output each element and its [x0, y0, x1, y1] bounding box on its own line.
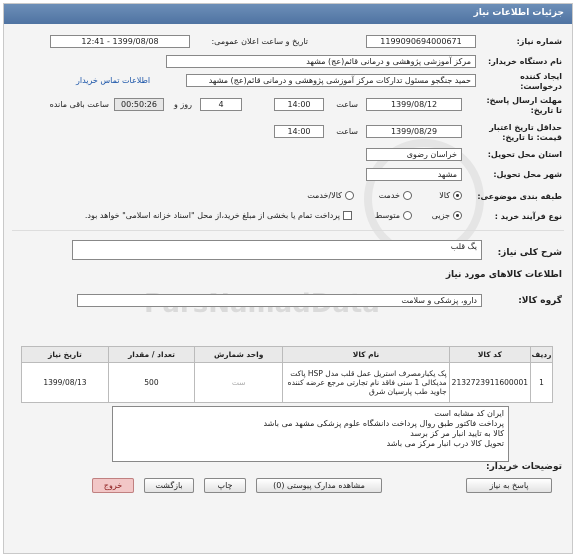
reply-time-label: ساعت — [336, 100, 358, 109]
col-qty: تعداد / مقدار — [108, 347, 194, 363]
category-option-goods[interactable]: کالا — [439, 191, 462, 200]
cell-code: 2132723911600001 — [449, 363, 530, 403]
radio-icon — [345, 191, 354, 200]
summary-field: یگ قلب — [72, 240, 482, 260]
buyer-name-field: مرکز آموزشی پژوهشی و درمانی قائم(عج) مشهد — [166, 55, 476, 68]
radio-selected-icon — [453, 191, 462, 200]
goods-group-label: گروه کالا: — [518, 296, 562, 306]
col-date: تاریخ نیاز — [22, 347, 109, 363]
cell-row: 1 — [531, 363, 553, 403]
window-title: جزئیات اطلاعات نیاز — [4, 4, 572, 24]
note-line: کالا به تایید انبار مر کز برسد — [410, 429, 504, 438]
col-unit: واحد شمارش — [195, 347, 283, 363]
table-header-row — [22, 347, 553, 363]
reply-date-field: 1399/08/12 — [366, 98, 462, 111]
process-type-label: نوع فرآیند خرید : — [494, 212, 562, 221]
validity-date-field: 1399/08/29 — [366, 125, 462, 138]
city-label: شهر محل تحویل: — [493, 170, 562, 179]
cell-date: 1399/08/13 — [22, 363, 109, 403]
days-label: روز و — [174, 100, 192, 109]
time-remaining-field: 00:50:26 — [114, 98, 164, 111]
buyer-notes-label: توضیحات خریدار: — [486, 462, 562, 472]
exit-button[interactable]: خروج — [92, 478, 134, 493]
buyer-name-label: نام دستگاه خریدار: — [488, 57, 562, 66]
reply-button[interactable]: پاسخ به نیاز — [466, 478, 552, 493]
view-attachments-button[interactable]: مشاهده مدارک پیوستی (0) — [256, 478, 382, 493]
need-number-field: 1199090694000671 — [366, 35, 476, 48]
note-line: تحویل کالا درب انبار مرکز می باشد — [386, 439, 504, 448]
days-remaining-field: 4 — [200, 98, 242, 111]
note-line: پرداخت فاکتور طبق روال پرداخت دانشگاه علوم پزشکی مشهد می باشد — [263, 419, 504, 428]
category-label: طبقه بندی موضوعی: — [477, 192, 562, 201]
process-option-medium[interactable]: متوسط — [375, 211, 412, 220]
creator-label: ایجاد کننده درخواست: — [520, 72, 562, 91]
announce-date-field: 1399/08/08 - 12:41 — [50, 35, 190, 48]
goods-group-field: دارو، پزشکی و سلامت — [77, 294, 482, 307]
time-remaining-label: ساعت باقی مانده — [49, 100, 109, 109]
radio-icon — [403, 211, 412, 220]
category-option-service[interactable]: خدمت — [379, 191, 412, 200]
need-details-panel — [3, 3, 573, 554]
goods-section-title: اطلاعات کالاهای مورد نیاز — [445, 270, 562, 280]
goods-table — [21, 346, 553, 403]
summary-label: شرح کلی نیاز: — [497, 248, 562, 258]
print-button[interactable]: چاپ — [204, 478, 246, 493]
treasury-payment-checkbox[interactable]: پرداخت تمام یا بخشی از مبلغ خرید،از محل "اسناد خزانه اسلامی" خواهد بود. — [85, 211, 352, 220]
validity-time-label: ساعت — [336, 127, 358, 136]
checkbox-icon — [343, 211, 352, 220]
announce-date-label: تاریخ و ساعت اعلان عمومی: — [211, 37, 308, 46]
back-button[interactable]: بازگشت — [144, 478, 194, 493]
cell-unit: ست — [195, 363, 283, 403]
city-field: مشهد — [366, 168, 462, 181]
cell-qty: 500 — [108, 363, 194, 403]
radio-selected-icon — [453, 211, 462, 220]
buyer-contact-link[interactable]: اطلاعات تماس خریدار — [76, 76, 151, 85]
note-line: ایران کد مشابه است — [434, 409, 504, 418]
reply-time-field: 14:00 — [274, 98, 324, 111]
col-row: ردیف — [531, 347, 553, 363]
price-validity-label: حداقل تاریخ اعتبار قیمت: تا تاریخ: — [489, 123, 562, 142]
buyer-notes-box — [112, 406, 509, 462]
process-option-minor[interactable]: جزیی — [432, 211, 462, 220]
province-label: استان محل تحویل: — [487, 150, 562, 159]
need-number-label: شماره نیاز: — [516, 37, 562, 46]
province-field: خراسان رضوی — [366, 148, 462, 161]
category-option-goods-service[interactable]: کالا/خدمت — [307, 191, 354, 200]
cell-name: پک یکبارمصرف استریل عمل قلب مدل HSP پاکت مدیکالی 1 سنی فاقد نام تجارتی مرجع عرضه کننده جاوید طب پارسیان شرق — [283, 363, 449, 403]
radio-icon — [403, 191, 412, 200]
col-code: کد کالا — [449, 347, 530, 363]
col-name: نام کالا — [283, 347, 449, 363]
reply-deadline-label: مهلت ارسال پاسخ: تا تاریخ: — [486, 96, 562, 115]
divider — [12, 230, 564, 231]
creator-field: حمید جنگجو مسئول تدارکات مرکز آموزشی پژوهشی و درمانی قائم(عج) مشهد — [186, 74, 476, 87]
table-row[interactable] — [22, 363, 553, 403]
validity-time-field: 14:00 — [274, 125, 324, 138]
